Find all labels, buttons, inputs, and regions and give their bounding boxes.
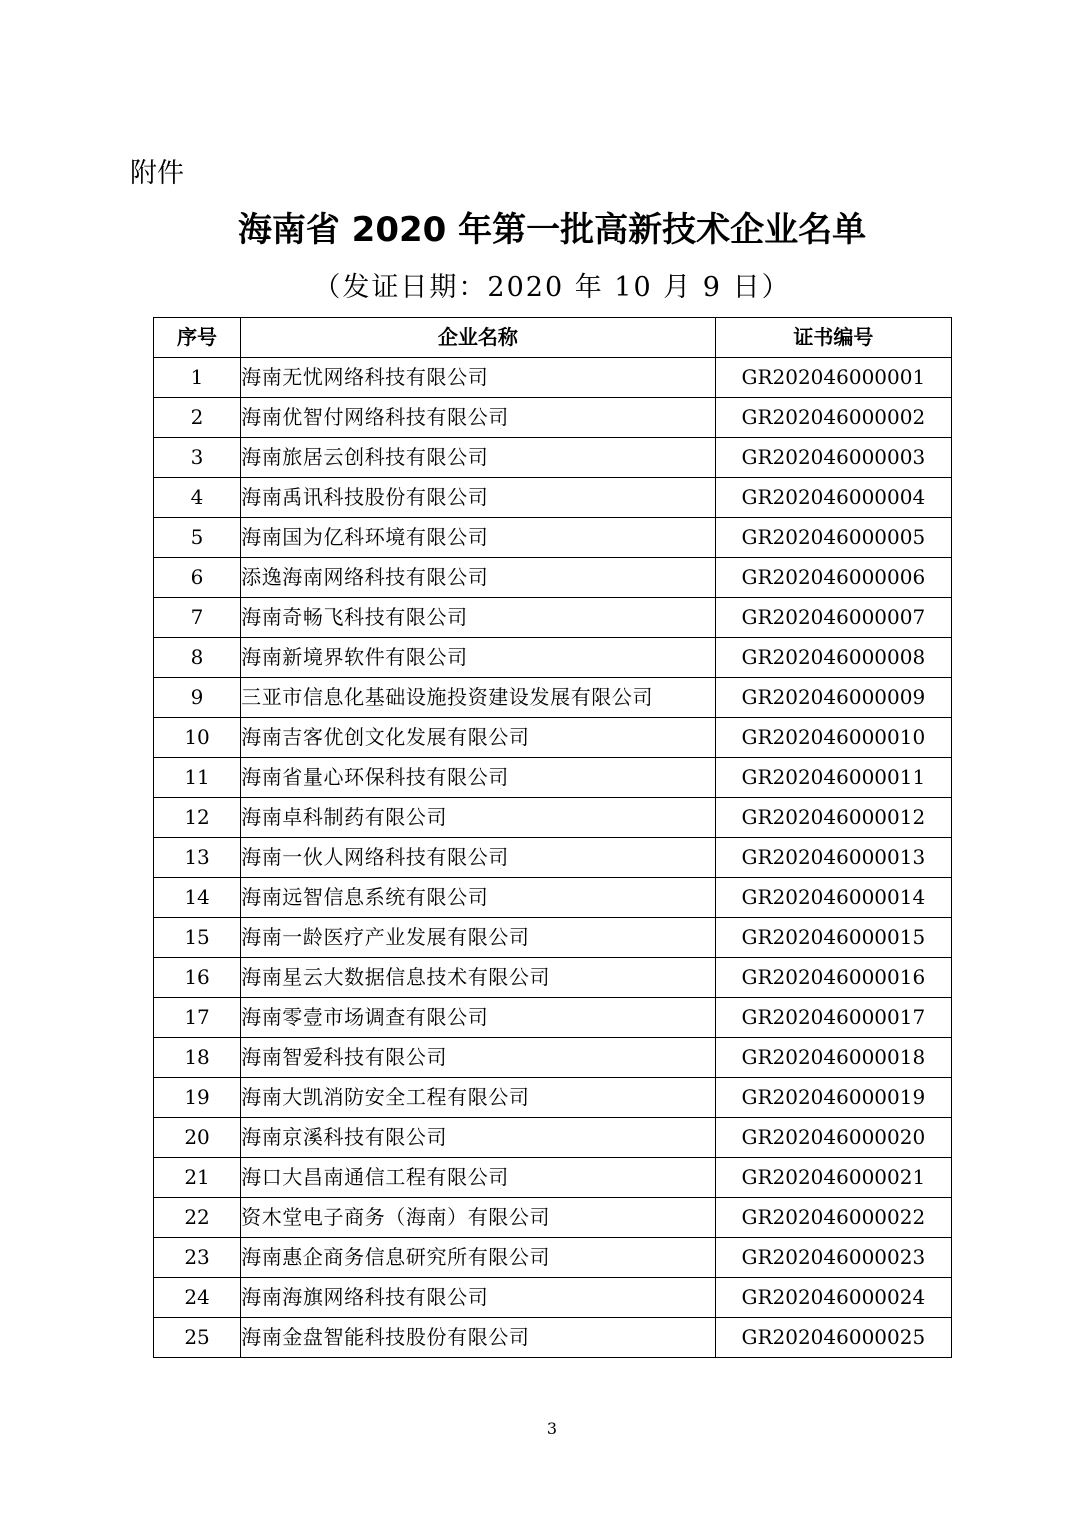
row-certificate-number: GR202046000015: [715, 918, 951, 958]
row-company-name: 海南省量心环保科技有限公司: [241, 758, 716, 798]
row-company-name: 三亚市信息化基础设施投资建设发展有限公司: [241, 678, 716, 718]
row-company-name: 海南海旗网络科技有限公司: [241, 1278, 716, 1318]
row-seq: 10: [154, 718, 241, 758]
row-company-name: 海南无忧网络科技有限公司: [241, 358, 716, 398]
row-seq: 15: [154, 918, 241, 958]
row-company-name: 海南智爱科技有限公司: [241, 1038, 716, 1078]
row-seq: 23: [154, 1238, 241, 1278]
table-row: [154, 1158, 952, 1198]
document-title: 海南省 2020 年第一批高新技术企业名单: [237, 210, 867, 250]
table-header-row: [154, 318, 952, 358]
row-seq: 8: [154, 638, 241, 678]
attachment-label: 附件: [130, 158, 184, 189]
row-certificate-number: GR202046000006: [715, 558, 951, 598]
row-company-name: 海南惠企商务信息研究所有限公司: [241, 1238, 716, 1278]
table-row: [154, 878, 952, 918]
row-seq: 24: [154, 1278, 241, 1318]
table-row: [154, 998, 952, 1038]
row-company-name: 资木堂电子商务（海南）有限公司: [241, 1198, 716, 1238]
row-company-name: 海南金盘智能科技股份有限公司: [241, 1318, 716, 1358]
table-row: [154, 398, 952, 438]
row-company-name: 海南一龄医疗产业发展有限公司: [241, 918, 716, 958]
row-seq: 7: [154, 598, 241, 638]
table-row: [154, 918, 952, 958]
table-row: [154, 638, 952, 678]
row-seq: 22: [154, 1198, 241, 1238]
row-seq: 16: [154, 958, 241, 998]
row-certificate-number: GR202046000016: [715, 958, 951, 998]
row-seq: 25: [154, 1318, 241, 1358]
header-company-name: 企业名称: [241, 318, 716, 358]
issue-date-subtitle: （发证日期：2020 年 10 月 9 日）: [313, 272, 791, 303]
row-certificate-number: GR202046000019: [715, 1078, 951, 1118]
row-seq: 6: [154, 558, 241, 598]
table-row: [154, 1078, 952, 1118]
table-row: [154, 518, 952, 558]
row-company-name: 海南优智付网络科技有限公司: [241, 398, 716, 438]
row-company-name: 海南远智信息系统有限公司: [241, 878, 716, 918]
row-certificate-number: GR202046000013: [715, 838, 951, 878]
row-certificate-number: GR202046000012: [715, 798, 951, 838]
row-certificate-number: GR202046000004: [715, 478, 951, 518]
row-certificate-number: GR202046000017: [715, 998, 951, 1038]
row-seq: 17: [154, 998, 241, 1038]
row-seq: 5: [154, 518, 241, 558]
row-seq: 20: [154, 1118, 241, 1158]
header-certificate-number: 证书编号: [715, 318, 951, 358]
row-certificate-number: GR202046000021: [715, 1158, 951, 1198]
row-company-name: 海南奇畅飞科技有限公司: [241, 598, 716, 638]
row-seq: 18: [154, 1038, 241, 1078]
page-number: 3: [546, 1419, 558, 1438]
table-row: [154, 678, 952, 718]
row-company-name: 海南卓科制药有限公司: [241, 798, 716, 838]
row-seq: 3: [154, 438, 241, 478]
row-certificate-number: GR202046000003: [715, 438, 951, 478]
table-row: [154, 358, 952, 398]
row-seq: 11: [154, 758, 241, 798]
row-seq: 13: [154, 838, 241, 878]
row-certificate-number: GR202046000008: [715, 638, 951, 678]
table-row: [154, 558, 952, 598]
row-seq: 19: [154, 1078, 241, 1118]
row-seq: 2: [154, 398, 241, 438]
row-company-name: 海南零壹市场调查有限公司: [241, 998, 716, 1038]
row-certificate-number: GR202046000023: [715, 1238, 951, 1278]
row-company-name: 海南一伙人网络科技有限公司: [241, 838, 716, 878]
row-certificate-number: GR202046000018: [715, 1038, 951, 1078]
row-company-name: 海南旅居云创科技有限公司: [241, 438, 716, 478]
row-certificate-number: GR202046000001: [715, 358, 951, 398]
row-company-name: 海南国为亿科环境有限公司: [241, 518, 716, 558]
row-company-name: 海南新境界软件有限公司: [241, 638, 716, 678]
table-body: [154, 358, 952, 1358]
row-certificate-number: GR202046000005: [715, 518, 951, 558]
table-row: [154, 478, 952, 518]
table-row: [154, 598, 952, 638]
row-certificate-number: GR202046000025: [715, 1318, 951, 1358]
table-row: [154, 1278, 952, 1318]
company-list-table: [153, 317, 952, 1358]
row-certificate-number: GR202046000002: [715, 398, 951, 438]
table-row: [154, 438, 952, 478]
row-seq: 4: [154, 478, 241, 518]
header-seq: 序号: [154, 318, 241, 358]
row-certificate-number: GR202046000009: [715, 678, 951, 718]
table-row: [154, 758, 952, 798]
row-seq: 1: [154, 358, 241, 398]
row-company-name: 海南吉客优创文化发展有限公司: [241, 718, 716, 758]
row-certificate-number: GR202046000020: [715, 1118, 951, 1158]
table-row: [154, 1238, 952, 1278]
row-company-name: 海南大凯消防安全工程有限公司: [241, 1078, 716, 1118]
row-company-name: 海南星云大数据信息技术有限公司: [241, 958, 716, 998]
row-certificate-number: GR202046000022: [715, 1198, 951, 1238]
row-company-name: 海南京溪科技有限公司: [241, 1118, 716, 1158]
table-row: [154, 718, 952, 758]
table-row: [154, 1038, 952, 1078]
table-row: [154, 798, 952, 838]
row-certificate-number: GR202046000024: [715, 1278, 951, 1318]
row-seq: 14: [154, 878, 241, 918]
row-company-name: 添逸海南网络科技有限公司: [241, 558, 716, 598]
row-certificate-number: GR202046000011: [715, 758, 951, 798]
row-certificate-number: GR202046000010: [715, 718, 951, 758]
table-row: [154, 838, 952, 878]
row-seq: 9: [154, 678, 241, 718]
row-seq: 21: [154, 1158, 241, 1198]
table-row: [154, 1118, 952, 1158]
table-row: [154, 1318, 952, 1358]
row-seq: 12: [154, 798, 241, 838]
row-company-name: 海南禹讯科技股份有限公司: [241, 478, 716, 518]
row-certificate-number: GR202046000007: [715, 598, 951, 638]
row-certificate-number: GR202046000014: [715, 878, 951, 918]
row-company-name: 海口大昌南通信工程有限公司: [241, 1158, 716, 1198]
table-row: [154, 958, 952, 998]
table-row: [154, 1198, 952, 1238]
